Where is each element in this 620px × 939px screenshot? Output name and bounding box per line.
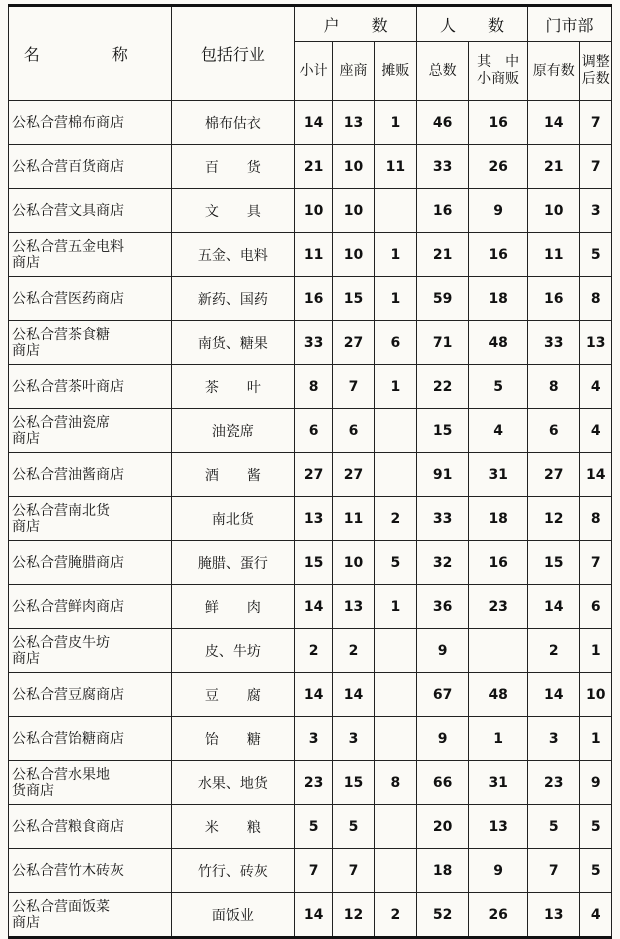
- cell-industry: 新药、国药: [171, 277, 295, 321]
- cell-store-name: 公私合营油酱商店: [9, 453, 172, 497]
- cell-industry: 酒 酱: [171, 453, 295, 497]
- table-row: [9, 717, 612, 761]
- cell-industry: 皮、牛坊: [171, 629, 295, 673]
- cell-small: 18: [469, 277, 528, 321]
- cell-total: 46: [416, 101, 468, 145]
- cell-total: 9: [416, 629, 468, 673]
- cell-store-name: 公私合营水果地 货商店: [9, 761, 172, 805]
- cell-subtotal: 15: [295, 541, 333, 585]
- cell-stall: [374, 673, 416, 717]
- cell-seated: 12: [333, 893, 375, 938]
- table-header: [9, 6, 612, 101]
- table-row: [9, 409, 612, 453]
- cell-store-name: 公私合营茶食糖 商店: [9, 321, 172, 365]
- table-row: [9, 585, 612, 629]
- cell-adjusted: 3: [580, 189, 612, 233]
- cell-industry: 水果、地货: [171, 761, 295, 805]
- cell-total: 33: [416, 145, 468, 189]
- cell-stall: [374, 849, 416, 893]
- cell-stall: 11: [374, 145, 416, 189]
- cell-subtotal: 27: [295, 453, 333, 497]
- cell-small: 18: [469, 497, 528, 541]
- cell-stall: 1: [374, 585, 416, 629]
- cell-adjusted: 1: [580, 629, 612, 673]
- cell-small: 9: [469, 189, 528, 233]
- cell-small: 9: [469, 849, 528, 893]
- cell-industry: 腌腊、蛋行: [171, 541, 295, 585]
- table-row: [9, 761, 612, 805]
- cell-stall: 1: [374, 365, 416, 409]
- cell-seated: 10: [333, 189, 375, 233]
- cell-industry: 文 具: [171, 189, 295, 233]
- cell-stall: [374, 453, 416, 497]
- cell-subtotal: 16: [295, 277, 333, 321]
- cell-original: 15: [528, 541, 580, 585]
- cell-store-name: 公私合营茶叶商店: [9, 365, 172, 409]
- cell-total: 36: [416, 585, 468, 629]
- cell-adjusted: 8: [580, 277, 612, 321]
- cell-industry: 南货、糖果: [171, 321, 295, 365]
- cell-adjusted: 4: [580, 893, 612, 938]
- cell-adjusted: 4: [580, 409, 612, 453]
- cell-small: [469, 629, 528, 673]
- table-row: [9, 497, 612, 541]
- cell-store-name: 公私合营棉布商店: [9, 101, 172, 145]
- header-small-vendors: 其 中 小商贩: [469, 42, 528, 101]
- cell-subtotal: 10: [295, 189, 333, 233]
- cell-industry: 茶 叶: [171, 365, 295, 409]
- cell-subtotal: 6: [295, 409, 333, 453]
- cell-industry: 饴 糖: [171, 717, 295, 761]
- cell-small: 48: [469, 321, 528, 365]
- cell-total: 67: [416, 673, 468, 717]
- cell-industry: 百 货: [171, 145, 295, 189]
- cell-stall: 1: [374, 277, 416, 321]
- cell-small: 26: [469, 893, 528, 938]
- table-row: [9, 321, 612, 365]
- cell-total: 22: [416, 365, 468, 409]
- cell-seated: 15: [333, 761, 375, 805]
- cell-adjusted: 7: [580, 101, 612, 145]
- cell-small: 23: [469, 585, 528, 629]
- table-row: [9, 893, 612, 938]
- cell-original: 23: [528, 761, 580, 805]
- cell-seated: 13: [333, 101, 375, 145]
- cell-original: 10: [528, 189, 580, 233]
- cell-industry: 五金、电料: [171, 233, 295, 277]
- table-row: [9, 277, 612, 321]
- cell-stall: [374, 805, 416, 849]
- cell-adjusted: 5: [580, 805, 612, 849]
- cell-small: 13: [469, 805, 528, 849]
- cell-adjusted: 1: [580, 717, 612, 761]
- cell-stall: 1: [374, 233, 416, 277]
- cell-store-name: 公私合营医药商店: [9, 277, 172, 321]
- table-row: [9, 145, 612, 189]
- cell-original: 14: [528, 673, 580, 717]
- cell-seated: 7: [333, 365, 375, 409]
- cell-small: 4: [469, 409, 528, 453]
- table-row: [9, 805, 612, 849]
- header-total: 总数: [416, 42, 468, 101]
- cell-adjusted: 7: [580, 541, 612, 585]
- cell-subtotal: 33: [295, 321, 333, 365]
- cell-stall: 8: [374, 761, 416, 805]
- cell-store-name: 公私合营南北货 商店: [9, 497, 172, 541]
- header-adjusted: 调整 后数: [580, 42, 612, 101]
- header-people: 人 数: [416, 6, 527, 42]
- cell-industry: 鲜 肉: [171, 585, 295, 629]
- cell-store-name: 公私合营腌腊商店: [9, 541, 172, 585]
- cell-original: 5: [528, 805, 580, 849]
- cell-store-name: 公私合营百货商店: [9, 145, 172, 189]
- header-industry: 包括行业: [171, 6, 295, 101]
- cell-seated: 27: [333, 453, 375, 497]
- table-row: [9, 673, 612, 717]
- cell-subtotal: 7: [295, 849, 333, 893]
- cell-original: 12: [528, 497, 580, 541]
- cell-total: 52: [416, 893, 468, 938]
- cell-stall: [374, 629, 416, 673]
- cell-stall: [374, 189, 416, 233]
- cell-total: 32: [416, 541, 468, 585]
- cell-industry: 油瓷席: [171, 409, 295, 453]
- cell-subtotal: 14: [295, 585, 333, 629]
- cell-original: 21: [528, 145, 580, 189]
- cell-small: 16: [469, 101, 528, 145]
- header-subtotal: 小计: [295, 42, 333, 101]
- cell-store-name: 公私合营鲜肉商店: [9, 585, 172, 629]
- table-row: [9, 849, 612, 893]
- header-households: 户 数: [295, 6, 417, 42]
- table-row: [9, 541, 612, 585]
- cell-total: 71: [416, 321, 468, 365]
- cell-adjusted: 14: [580, 453, 612, 497]
- cell-original: 3: [528, 717, 580, 761]
- cell-industry: 米 粮: [171, 805, 295, 849]
- cell-small: 16: [469, 541, 528, 585]
- cell-small: 16: [469, 233, 528, 277]
- cell-subtotal: 21: [295, 145, 333, 189]
- cell-seated: 10: [333, 145, 375, 189]
- table-row: [9, 453, 612, 497]
- cell-adjusted: 6: [580, 585, 612, 629]
- header-stall: 摊贩: [374, 42, 416, 101]
- cell-store-name: 公私合营粮食商店: [9, 805, 172, 849]
- cell-seated: 10: [333, 233, 375, 277]
- cell-original: 13: [528, 893, 580, 938]
- cell-original: 8: [528, 365, 580, 409]
- table-row: [9, 629, 612, 673]
- table-row: [9, 189, 612, 233]
- cell-seated: 11: [333, 497, 375, 541]
- cell-seated: 3: [333, 717, 375, 761]
- cell-total: 9: [416, 717, 468, 761]
- cell-store-name: 公私合营文具商店: [9, 189, 172, 233]
- cell-industry: 南北货: [171, 497, 295, 541]
- cell-industry: 面饭业: [171, 893, 295, 938]
- cell-subtotal: 2: [295, 629, 333, 673]
- table-row: [9, 233, 612, 277]
- cell-total: 91: [416, 453, 468, 497]
- cell-store-name: 公私合营饴糖商店: [9, 717, 172, 761]
- cell-seated: 5: [333, 805, 375, 849]
- cell-adjusted: 8: [580, 497, 612, 541]
- cell-total: 33: [416, 497, 468, 541]
- cell-seated: 13: [333, 585, 375, 629]
- cell-original: 27: [528, 453, 580, 497]
- cell-adjusted: 13: [580, 321, 612, 365]
- cell-seated: 2: [333, 629, 375, 673]
- cell-subtotal: 11: [295, 233, 333, 277]
- cell-small: 31: [469, 761, 528, 805]
- cell-total: 15: [416, 409, 468, 453]
- table-row: [9, 365, 612, 409]
- cell-seated: 10: [333, 541, 375, 585]
- cell-subtotal: 8: [295, 365, 333, 409]
- cell-small: 31: [469, 453, 528, 497]
- cell-original: 11: [528, 233, 580, 277]
- cell-stall: [374, 717, 416, 761]
- cell-original: 14: [528, 585, 580, 629]
- header-seated: 座商: [333, 42, 375, 101]
- cell-original: 14: [528, 101, 580, 145]
- cell-store-name: 公私合营皮牛坊 商店: [9, 629, 172, 673]
- cell-store-name: 公私合营竹木砖灰: [9, 849, 172, 893]
- cell-subtotal: 23: [295, 761, 333, 805]
- cell-subtotal: 5: [295, 805, 333, 849]
- cell-store-name: 公私合营豆腐商店: [9, 673, 172, 717]
- cell-subtotal: 14: [295, 101, 333, 145]
- table-row: [9, 101, 612, 145]
- cell-total: 59: [416, 277, 468, 321]
- cell-adjusted: 7: [580, 145, 612, 189]
- cell-small: 48: [469, 673, 528, 717]
- cell-stall: 5: [374, 541, 416, 585]
- cell-total: 16: [416, 189, 468, 233]
- cell-small: 1: [469, 717, 528, 761]
- header-original: 原有数: [528, 42, 580, 101]
- cell-seated: 7: [333, 849, 375, 893]
- cell-subtotal: 14: [295, 673, 333, 717]
- cell-adjusted: 5: [580, 849, 612, 893]
- cell-store-name: 公私合营五金电料 商店: [9, 233, 172, 277]
- cell-store-name: 公私合营油瓷席 商店: [9, 409, 172, 453]
- cell-seated: 6: [333, 409, 375, 453]
- document-page: [8, 4, 612, 939]
- cell-subtotal: 3: [295, 717, 333, 761]
- cell-stall: 2: [374, 893, 416, 938]
- cell-adjusted: 9: [580, 761, 612, 805]
- cell-stall: [374, 409, 416, 453]
- cell-original: 6: [528, 409, 580, 453]
- table-body: [9, 101, 612, 938]
- cell-industry: 棉布估衣: [171, 101, 295, 145]
- cell-industry: 豆 腐: [171, 673, 295, 717]
- cell-total: 20: [416, 805, 468, 849]
- cell-subtotal: 14: [295, 893, 333, 938]
- statistics-table: [8, 4, 612, 939]
- cell-subtotal: 13: [295, 497, 333, 541]
- header-name: 名 称: [9, 6, 172, 101]
- cell-total: 66: [416, 761, 468, 805]
- cell-seated: 15: [333, 277, 375, 321]
- cell-original: 33: [528, 321, 580, 365]
- cell-stall: 6: [374, 321, 416, 365]
- cell-original: 7: [528, 849, 580, 893]
- cell-store-name: 公私合营面饭菜 商店: [9, 893, 172, 938]
- cell-adjusted: 10: [580, 673, 612, 717]
- cell-total: 21: [416, 233, 468, 277]
- cell-original: 16: [528, 277, 580, 321]
- cell-small: 5: [469, 365, 528, 409]
- header-stores: 门市部: [528, 6, 612, 42]
- cell-industry: 竹行、砖灰: [171, 849, 295, 893]
- cell-adjusted: 4: [580, 365, 612, 409]
- cell-seated: 14: [333, 673, 375, 717]
- cell-small: 26: [469, 145, 528, 189]
- cell-stall: 1: [374, 101, 416, 145]
- cell-seated: 27: [333, 321, 375, 365]
- cell-total: 18: [416, 849, 468, 893]
- cell-adjusted: 5: [580, 233, 612, 277]
- cell-original: 2: [528, 629, 580, 673]
- cell-stall: 2: [374, 497, 416, 541]
